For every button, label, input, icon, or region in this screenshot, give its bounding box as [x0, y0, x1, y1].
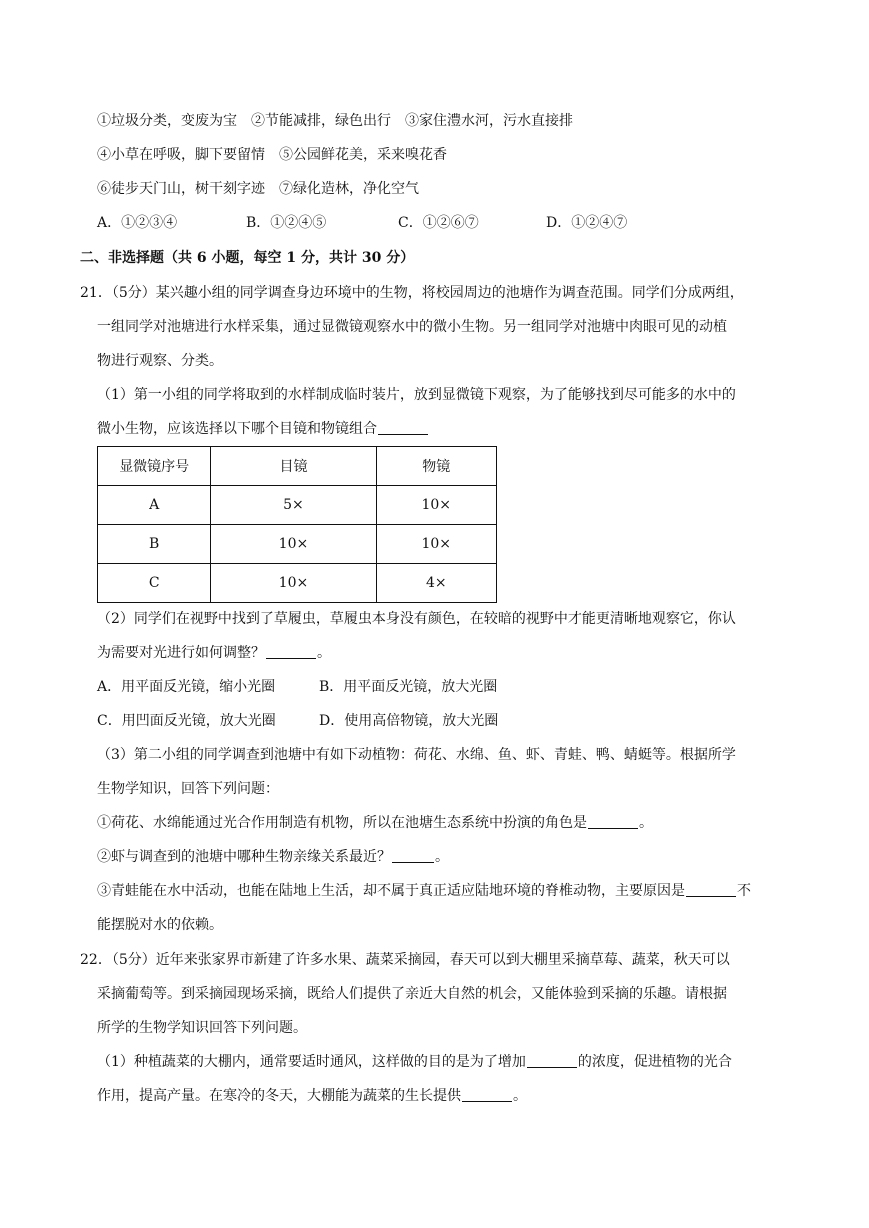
q22-part1-tail: 的浓度，促进植物的光合 [577, 1054, 732, 1070]
q21-part3-item-3-text: ③青蛙能在水中活动，也能在陆地上生活，却不属于真正适应陆地环境的脊椎动物，主要原因是 [97, 883, 685, 899]
q21-stem-line-3: 物进行观察、分类。 [97, 353, 223, 369]
table-cell: 5× [211, 486, 376, 525]
table-cell: 10× [376, 486, 496, 525]
q21-part1-text: 微小生物，应该选择以下哪个目镜和物镜组合 [97, 421, 377, 437]
prev-items-line-3: ⑥徒步天门山，树干刻字迹 ⑦绿化造林，净化空气 [97, 181, 419, 197]
option-b: B．用平面反光镜，放大光圈 [319, 679, 498, 695]
prev-items-line-2: ④小草在呼吸，脚下要留情 ⑤公园鲜花美，采来嗅花香 [97, 147, 447, 163]
period: 。 [639, 815, 653, 831]
q22-part1-line-1 [97, 1052, 732, 1072]
q21-part2-text: 为需要对光进行如何调整？ [97, 645, 265, 661]
q22-part1-text: （1）种植蔬菜的大棚内，通常要适时通风，这样做的目的是为了增加 [97, 1054, 526, 1070]
option-a: A．用平面反光镜，缩小光圈 [97, 679, 276, 695]
answer-blank[interactable] [378, 420, 428, 435]
table-header-cell: 物镜 [376, 447, 496, 486]
table-cell: A [98, 486, 211, 525]
q22-part1-text-2: 作用，提高产量。在寒冷的冬天，大棚能为蔬菜的生长提供 [97, 1088, 461, 1104]
q21-part3-item-2-text: ②虾与调查到的池塘中哪种生物亲缘关系最近？ [97, 849, 391, 865]
table-header-cell: 目镜 [211, 447, 376, 486]
period: 。 [513, 1088, 527, 1104]
q21-stem-line-1: 21．（5分）某兴趣小组的同学调查身边环境中的生物，将校园周边的池塘作为调查范围。同学们分成两组， [80, 285, 744, 301]
answer-blank[interactable] [527, 1053, 577, 1068]
q22-part1-line-2 [97, 1086, 527, 1106]
answer-blank[interactable] [462, 1087, 512, 1102]
q21-stem-line-2: 一组同学对池塘进行水样采集，通过显微镜观察水中的微小生物。另一组同学对池塘中肉眼可见的动植 [97, 319, 727, 335]
q21-part3-item-3-tail: 不 [737, 883, 751, 899]
table-cell: 10× [211, 525, 376, 564]
option-a: A．①②③④ [97, 215, 178, 231]
prev-items-line-1: ①垃圾分类，变废为宝 ②节能减排，绿色出行 ③家住澧水河，污水直接排 [97, 113, 573, 129]
answer-blank[interactable] [392, 848, 434, 863]
table-row [98, 525, 497, 564]
q21-part1-line-1: （1）第一小组的同学将取到的水样制成临时装片，放到显微镜下观察，为了能够找到尽可能多的水中的 [97, 387, 736, 403]
q21-part3-item-1 [97, 813, 653, 833]
q21-part2-line-1: （2）同学们在视野中找到了草履虫，草履虫本身没有颜色，在较暗的视野中才能更清晰地观察它，你认 [97, 611, 736, 627]
table-header-row [98, 447, 497, 486]
option-b: B．①②④⑤ [246, 215, 327, 231]
q22-stem-line-3: 所学的生物学知识回答下列问题。 [97, 1020, 307, 1036]
q21-part3-item-2 [97, 847, 449, 867]
q21-part3-item-3-cont: 能摆脱对水的依赖。 [97, 917, 223, 933]
option-d: D．使用高倍物镜，放大光圈 [319, 713, 499, 729]
q21-part3-item-3 [97, 881, 751, 901]
period: 。 [317, 645, 331, 661]
q22-stem-line-2: 采摘葡萄等。到采摘园现场采摘，既给人们提供了亲近大自然的机会，又能体验到采摘的乐趣。请根据 [97, 986, 727, 1002]
option-d: D．①②④⑦ [546, 215, 628, 231]
option-c: C．①②⑥⑦ [398, 215, 479, 231]
table-cell: 10× [211, 564, 376, 603]
table-cell: B [98, 525, 211, 564]
q21-part3-item-1-text: ①荷花、水绵能通过光合作用制造有机物，所以在池塘生态系统中扮演的角色是 [97, 815, 587, 831]
q21-part2-line-2 [97, 643, 331, 663]
table-header-cell: 显微镜序号 [98, 447, 211, 486]
option-c: C．用凹面反光镜，放大光圈 [97, 713, 276, 729]
q22-stem-line-1: 22．（5分）近年来张家界市新建了许多水果、蔬菜采摘园，春天可以到大棚里采摘草莓、蔬菜，秋天可以 [80, 952, 730, 968]
period: 。 [435, 849, 449, 865]
answer-blank[interactable] [686, 882, 736, 897]
table-cell: C [98, 564, 211, 603]
q21-part1-line-2 [97, 419, 429, 439]
table-row [98, 486, 497, 525]
q21-part3-line-1: （3）第二小组的同学调查到池塘中有如下动植物：荷花、水绵、鱼、虾、青蛙、鸭、蜻蜓等。根据所学 [97, 747, 736, 763]
answer-blank[interactable] [266, 644, 316, 659]
table-cell: 10× [376, 525, 496, 564]
table-row [98, 564, 497, 603]
section-title: 二、非选择题（共 6 小题，每空 1 分，共计 30 分） [80, 250, 415, 266]
table-cell: 4× [376, 564, 496, 603]
microscope-table [97, 446, 497, 603]
answer-blank[interactable] [588, 814, 638, 829]
q21-part3-line-2: 生物学知识，回答下列问题： [97, 781, 279, 797]
